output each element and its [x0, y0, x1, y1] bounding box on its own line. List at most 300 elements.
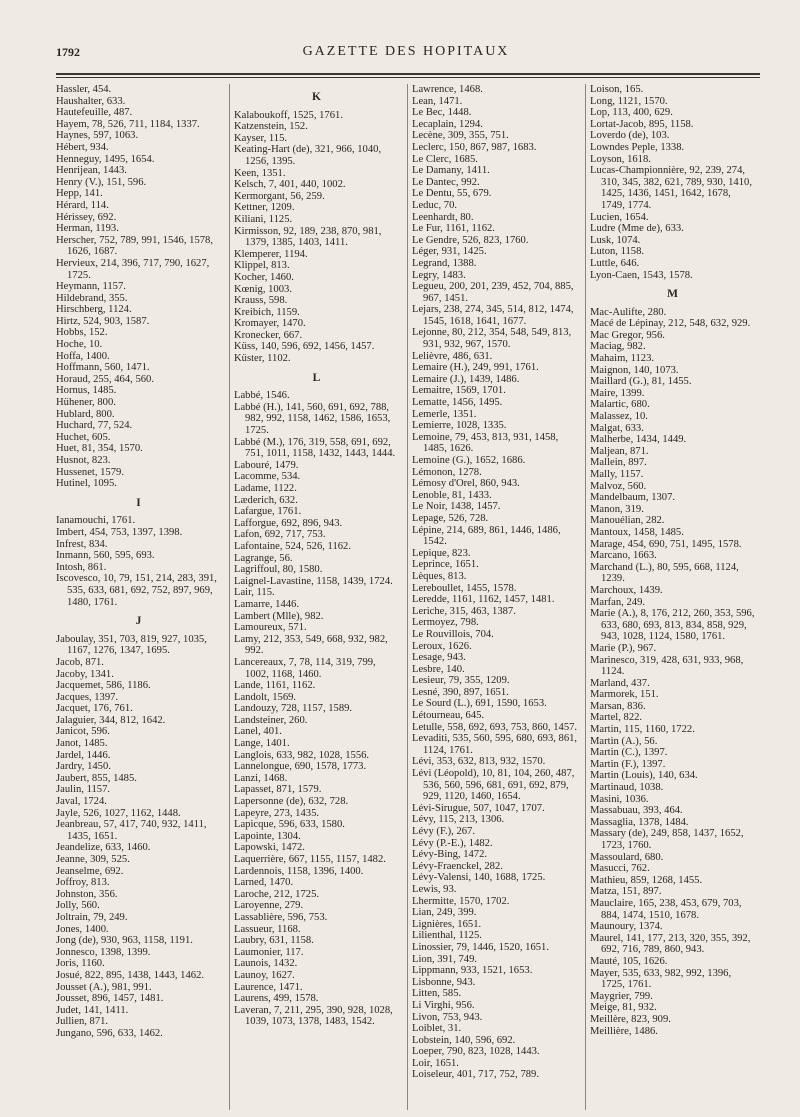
- index-entry: Loiblet, 31.: [412, 1023, 462, 1035]
- index-entry: Labbé (M.), 176, 319, 558, 691, 692, 751, 1011, 1158, 1432, 1443, 1444.: [234, 436, 396, 460]
- index-entry: Massabuau, 393, 464.: [590, 805, 683, 817]
- index-entry: Lépine, 214, 689, 861, 1446, 1486, 1542.: [412, 524, 561, 548]
- index-entry: Léger, 931, 1425.: [412, 246, 487, 258]
- index-entry: Lapowski, 1472.: [234, 842, 305, 854]
- index-entry: Lassablière, 596, 753.: [234, 911, 328, 923]
- index-entry: Lanel, 401.: [234, 726, 282, 738]
- index-entry: Lemaire (H.), 249, 991, 1761.: [412, 362, 539, 374]
- index-entry: Mauclaire, 165, 238, 453, 679, 703, 884, 1474, 1510, 1678.: [590, 897, 742, 921]
- index-entry: Jong (de), 930, 963, 1158, 1191.: [56, 935, 193, 947]
- index-entry: Lesieur, 79, 355, 1209.: [412, 675, 510, 687]
- index-entry: Marchoux, 1439.: [590, 584, 663, 596]
- index-entry: Infrest, 834.: [56, 538, 108, 550]
- section-letter: M: [667, 288, 679, 301]
- index-entry: Martin (C.), 1397.: [590, 747, 668, 759]
- index-entry: Le Dentu, 55, 679.: [412, 188, 492, 200]
- index-entry: Jalaguier, 344, 812, 1642.: [56, 714, 166, 726]
- index-entry: Leduc, 70.: [412, 199, 458, 211]
- index-entry: Hobbs, 152.: [56, 327, 108, 339]
- header-rule-thick: [56, 73, 760, 75]
- index-entry: Kettner, 1209.: [234, 202, 295, 214]
- page-number: 1792: [56, 45, 80, 59]
- index-entry: Lande, 1161, 1162.: [234, 680, 316, 692]
- index-entry: Litten, 585.: [412, 988, 462, 1000]
- index-entry: Hussenet, 1579.: [56, 466, 124, 478]
- index-entry: Lannelongue, 690, 1578, 1773.: [234, 761, 367, 773]
- index-entry: Lancereaux, 7, 78, 114, 319, 799, 1002, 1168, 1460.: [234, 656, 376, 680]
- index-entry: Huchard, 77, 524.: [56, 420, 133, 432]
- index-entry: Lamy, 212, 353, 549, 668, 932, 982, 992.: [234, 633, 388, 657]
- index-entry: Lion, 391, 749.: [412, 953, 478, 965]
- index-entry: Legrand, 1388.: [412, 257, 477, 269]
- index-column-1: [56, 84, 222, 1040]
- index-entry: Jacoby, 1341.: [56, 668, 114, 680]
- index-entry: Jaboulay, 351, 703, 819, 927, 1035, 1167, 1276, 1347, 1695.: [56, 633, 207, 657]
- index-entry: Lévi, 353, 632, 813, 932, 1570.: [412, 756, 546, 768]
- index-entry: Lèques, 813.: [412, 570, 467, 582]
- index-entry: Hühener, 800.: [56, 397, 116, 409]
- index-entry: Martin (A.), 56.: [590, 735, 658, 747]
- index-entry: Malherbe, 1434, 1449.: [590, 434, 687, 446]
- index-entry: Hérard, 114.: [56, 199, 109, 211]
- index-entry: Lesné, 390, 897, 1651.: [412, 686, 509, 698]
- index-entry: Jungano, 596, 633, 1462.: [56, 1027, 163, 1039]
- index-entry: Maygrier, 799.: [590, 990, 653, 1002]
- index-entry: Le Fur, 1161, 1162.: [412, 223, 495, 235]
- index-entry: Inmann, 560, 595, 693.: [56, 550, 155, 562]
- index-entry: Hassler, 454.: [56, 84, 112, 95]
- column-divider: [229, 84, 230, 1110]
- index-entry: Læderich, 632.: [234, 494, 298, 506]
- index-entry: Martinaud, 1038.: [590, 782, 664, 794]
- index-entry: Hildebrand, 355.: [56, 292, 128, 304]
- index-entry: Laurence, 1471.: [234, 981, 303, 993]
- index-entry: Labbé (H.), 141, 560, 691, 692, 788, 982, 992, 1158, 1462, 1586, 1653, 1725.: [234, 401, 391, 437]
- index-entry: Lilienthal, 1125.: [412, 930, 482, 942]
- index-entry: Herscher, 752, 789, 991, 1546, 1578, 1626, 1687.: [56, 234, 213, 258]
- index-entry: Loiseleur, 401, 717, 752, 789.: [412, 1069, 539, 1081]
- index-entry: Javal, 1724.: [56, 796, 107, 808]
- index-entry: Huet, 81, 354, 1570.: [56, 443, 143, 455]
- index-entry: Joltrain, 79, 249.: [56, 911, 128, 923]
- index-entry: Le Noir, 1438, 1457.: [412, 501, 501, 513]
- index-entry: Kœnig, 1003.: [234, 283, 292, 295]
- index-entry: Levaditi, 535, 560, 595, 680, 693, 861, 1124, 1761.: [412, 733, 578, 756]
- index-entry: Macé de Lépinay, 212, 548, 632, 929.: [590, 318, 751, 330]
- index-entry: Marmorek, 151.: [590, 689, 659, 701]
- index-entry: Loir, 1651.: [412, 1057, 459, 1069]
- index-entry: Mallein, 897.: [590, 457, 647, 469]
- index-entry: Lisbonne, 943.: [412, 976, 476, 988]
- index-entry: Jaulin, 1157.: [56, 784, 111, 796]
- index-entry: Landouzy, 728, 1157, 1589.: [234, 703, 353, 715]
- index-entry: Lemaire (J.), 1439, 1486.: [412, 373, 520, 385]
- index-entry: Meige, 81, 932.: [590, 1002, 657, 1014]
- index-entry: Lévy-Fraenckel, 282.: [412, 860, 503, 872]
- index-entry: Lafforgue, 692, 896, 943.: [234, 517, 343, 529]
- index-entry: Hoffmann, 560, 1471.: [56, 362, 150, 374]
- index-entry: Malartic, 680.: [590, 399, 650, 411]
- index-entry: Jardry, 1450.: [56, 761, 111, 773]
- index-entry: Lyon-Caen, 1543, 1578.: [590, 269, 693, 281]
- index-entry: Matza, 151, 897.: [590, 886, 662, 898]
- index-entry: Mathieu, 859, 1268, 1455.: [590, 874, 703, 886]
- page-header: [56, 42, 756, 64]
- index-entry: Lermoyez, 798.: [412, 617, 479, 629]
- index-entry: Malgat, 633.: [590, 422, 644, 434]
- index-entry: Loverdo (de), 103.: [590, 130, 670, 142]
- index-entry: Jousset, 896, 1457, 1481.: [56, 993, 164, 1005]
- index-entry: Jacquemet, 586, 1186.: [56, 680, 151, 692]
- index-entry: Maciag, 982.: [590, 341, 646, 353]
- index-entry: Hoffa, 1400.: [56, 350, 110, 362]
- index-entry: Lévi-Sirugue, 507, 1047, 1707.: [412, 802, 545, 814]
- index-entry: Krauss, 598.: [234, 295, 288, 307]
- index-entry: Lemierre, 1028, 1335.: [412, 420, 507, 432]
- index-entry: Lémosy d'Orel, 860, 943.: [412, 478, 520, 490]
- index-entry: Landsteiner, 260.: [234, 714, 308, 726]
- index-entry: Hornus, 1485.: [56, 385, 117, 397]
- index-entry: Laignel-Lavastine, 1158, 1439, 1724.: [234, 575, 393, 587]
- index-entry: Lamoureux, 571.: [234, 622, 307, 634]
- index-entry: Mac-Aulifte, 280.: [590, 306, 667, 318]
- index-entry: Lafon, 692, 717, 753.: [234, 529, 326, 541]
- header-rule-thin: [56, 77, 760, 78]
- index-entry: Horaud, 255, 464, 560.: [56, 373, 154, 385]
- index-entry: Legry, 1483.: [412, 269, 466, 281]
- section-letter: L: [312, 371, 322, 384]
- index-entry: Laumonier, 117.: [234, 946, 304, 958]
- index-entry: Kocher, 1460.: [234, 271, 294, 283]
- index-entry: Lamarre, 1446.: [234, 598, 300, 610]
- index-entry: Lignières, 1651.: [412, 918, 482, 930]
- index-entry: Lange, 1401.: [234, 738, 290, 750]
- index-entry: Maignon, 140, 1073.: [590, 364, 679, 376]
- index-entry: Lapersonne (de), 632, 728.: [234, 796, 349, 808]
- index-entry: Jeandelize, 633, 1460.: [56, 842, 151, 854]
- index-entry: Haynes, 597, 1063.: [56, 130, 139, 142]
- index-entry: Leprince, 1651.: [412, 559, 479, 571]
- index-entry: Haushalter, 633.: [56, 95, 126, 107]
- index-entry: Launois, 1432.: [234, 958, 298, 970]
- index-entry: Mandelbaum, 1307.: [590, 492, 676, 504]
- index-entry: Keating-Hart (de), 321, 966, 1040, 1256, 1395.: [234, 144, 382, 167]
- index-entry: Lafontaine, 524, 526, 1162.: [234, 540, 351, 552]
- index-entry: Lémonon, 1278.: [412, 466, 482, 478]
- index-entry: Massaglia, 1378, 1484.: [590, 816, 689, 828]
- index-entry: Lippmann, 933, 1521, 1653.: [412, 965, 533, 977]
- index-entry: Husnot, 823.: [56, 455, 111, 466]
- index-entry: Imbert, 454, 753, 1397, 1398.: [56, 526, 183, 538]
- index-column-3: [412, 84, 578, 1081]
- index-entry: Lemoine (G.), 1652, 1686.: [412, 455, 526, 466]
- index-entry: Le Rouvillois, 704.: [412, 628, 494, 640]
- index-entry: Lagrange, 56.: [234, 552, 293, 564]
- index-entry: Hayem, 78, 526, 711, 1184, 1337.: [56, 118, 200, 130]
- index-entry: Lévy (P.-E.), 1482.: [412, 837, 493, 849]
- index-entry: Le Damany, 1411.: [412, 165, 490, 177]
- index-entry: Marfan, 249.: [590, 596, 646, 608]
- index-entry: Leenhardt, 80.: [412, 211, 474, 223]
- index-entry: Jardel, 1446.: [56, 749, 111, 761]
- index-entry: Küss, 140, 596, 692, 1456, 1457.: [234, 341, 375, 353]
- index-entry: Ladame, 1122.: [234, 483, 297, 494]
- index-entry: Jones, 1400.: [56, 923, 109, 935]
- index-entry: Kronecker, 667.: [234, 329, 303, 341]
- index-entry: Launoy, 1627.: [234, 969, 295, 981]
- index-entry: Lemaitre, 1569, 1701.: [412, 385, 506, 397]
- index-entry: Lapicque, 596, 633, 1580.: [234, 819, 345, 831]
- index-entry: Kelsch, 7, 401, 440, 1002.: [234, 179, 346, 191]
- index-entry: Lejonne, 80, 212, 354, 548, 549, 813, 931, 932, 967, 1570.: [412, 327, 572, 351]
- index-entry: Hutinel, 1095.: [56, 478, 117, 490]
- index-entry: Lemerle, 1351.: [412, 408, 477, 420]
- index-entry: Kermorgant, 56, 259.: [234, 190, 325, 202]
- index-entry: Lacomme, 534.: [234, 471, 301, 483]
- index-entry: Henrijean, 1443.: [56, 165, 127, 177]
- index-entry: Kayser, 115.: [234, 132, 288, 144]
- index-entry: Maunoury, 1374.: [590, 921, 663, 933]
- index-entry: Lenoble, 81, 1433.: [412, 489, 492, 501]
- index-entry: Marie (A.), 8, 176, 212, 260, 353, 596, 633, 680, 693, 813, 834, 858, 929, 943, 1028, 1124, 1580, 1761.: [590, 608, 755, 643]
- index-entry: Martin, 115, 1160, 1722.: [590, 724, 695, 736]
- index-entry: Lortat-Jacob, 895, 1158.: [590, 118, 694, 130]
- index-entry: Hautefeuille, 487.: [56, 107, 133, 119]
- index-entry: Loeper, 790, 823, 1028, 1443.: [412, 1046, 540, 1058]
- index-entry: Lambert (Mlle), 982.: [234, 610, 324, 622]
- index-entry: Hébert, 934.: [56, 141, 109, 153]
- index-entry: Lévy, 115, 213, 1306.: [412, 814, 505, 826]
- index-entry: Hervieux, 214, 396, 717, 790, 1627, 1725.: [56, 257, 210, 281]
- index-entry: Letulle, 558, 692, 693, 753, 860, 1457.: [412, 721, 578, 733]
- column-divider: [407, 84, 408, 1110]
- index-entry: Laveran, 7, 211, 295, 390, 928, 1028, 1039, 1073, 1378, 1483, 1542.: [234, 1004, 393, 1028]
- index-entry: Lévi (Léopold), 10, 81, 104, 260, 487, 536, 560, 596, 681, 691, 692, 879, 929, 1120, 1460, 1654.: [412, 768, 575, 803]
- index-entry: Joffroy, 813.: [56, 877, 110, 889]
- index-entry: Lawrence, 1468.: [412, 84, 483, 95]
- index-entry: Jeanbreau, 57, 417, 740, 932, 1411, 1435, 1651.: [56, 819, 207, 842]
- index-entry: Henry (V.), 151, 596.: [56, 176, 147, 188]
- index-entry: Legueu, 200, 201, 239, 452, 704, 885, 967, 1451.: [412, 281, 574, 304]
- index-entry: Herman, 1193.: [56, 223, 119, 235]
- index-entry: Marchand (L.), 80, 595, 668, 1124, 1239.: [590, 561, 739, 585]
- index-entry: Lereboullet, 1455, 1578.: [412, 582, 517, 594]
- index-entry: Le Gendre, 526, 823, 1760.: [412, 234, 529, 246]
- index-entry: Jeanselme, 692.: [56, 865, 124, 877]
- index-entry: Lematte, 1456, 1495.: [412, 397, 503, 409]
- index-entry: Marsan, 836.: [590, 700, 646, 712]
- index-entry: Leroux, 1626.: [412, 640, 472, 652]
- index-entry: Mahaim, 1123.: [590, 353, 655, 365]
- index-entry: Martin (F.), 1397.: [590, 758, 666, 770]
- index-entry: Jolly, 560.: [56, 900, 100, 912]
- index-entry: Kirmisson, 92, 189, 238, 870, 981, 1379, 1385, 1403, 1411.: [234, 225, 382, 249]
- index-entry: Livon, 753, 943.: [412, 1011, 483, 1023]
- index-entry: Hoche, 10.: [56, 339, 103, 351]
- index-entry: Jullien, 871.: [56, 1016, 109, 1028]
- index-entry: Maire, 1399.: [590, 387, 645, 399]
- index-entry: Laroyenne, 279.: [234, 900, 304, 912]
- index-entry: Kromayer, 1470.: [234, 318, 306, 330]
- index-entry: Laroche, 212, 1725.: [234, 888, 320, 900]
- index-entry: Manon, 319.: [590, 503, 644, 515]
- index-entry: Marinesco, 319, 428, 631, 933, 968, 1124.: [590, 654, 744, 678]
- index-entry: Heymann, 1157.: [56, 281, 126, 293]
- index-entry: Malvoz, 560.: [590, 480, 647, 492]
- index-entry: Lévy (F.), 267.: [412, 826, 475, 837]
- index-entry: Lusk, 1074.: [590, 234, 641, 246]
- index-entry: Lewis, 93.: [412, 883, 457, 895]
- index-entry: Hepp, 141.: [56, 188, 103, 200]
- index-entry: Janot, 1485.: [56, 738, 108, 750]
- index-entry: Küster, 1102.: [234, 353, 291, 365]
- index-entry: Malassez, 10.: [590, 411, 648, 423]
- index-entry: Leredde, 1161, 1162, 1457, 1481.: [412, 594, 555, 606]
- column-divider: [585, 84, 586, 1110]
- index-entry: Mantoux, 1458, 1485.: [590, 526, 684, 538]
- index-entry: Lelièvre, 486, 631.: [412, 350, 493, 362]
- index-entry: Lesbre, 140.: [412, 663, 465, 675]
- index-entry: Laubry, 631, 1158.: [234, 935, 314, 947]
- index-entry: Lévy-Bing, 1472.: [412, 849, 488, 861]
- index-entry: Labouré, 1479.: [234, 459, 299, 471]
- index-entry: Lop, 113, 400, 629.: [590, 107, 673, 119]
- index-entry: Jacquet, 176, 761.: [56, 703, 133, 715]
- index-entry: Massoulard, 680.: [590, 851, 664, 863]
- index-entry: Huchet, 605.: [56, 431, 111, 443]
- index-entry: Ianamouchi, 1761.: [56, 515, 136, 527]
- index-entry: Lepage, 526, 728.: [412, 512, 489, 524]
- index-entry: Henneguy, 1495, 1654.: [56, 153, 155, 165]
- index-entry: Marage, 454, 690, 751, 1495, 1578.: [590, 538, 742, 550]
- index-entry: Jayle, 526, 1027, 1162, 1448.: [56, 807, 181, 819]
- index-entry: Maurel, 141, 177, 213, 320, 355, 392, 692, 716, 789, 860, 943.: [590, 932, 751, 956]
- index-entry: Keen, 1351.: [234, 167, 286, 179]
- index-entry: Martel, 822.: [590, 712, 643, 724]
- index-entry: Lean, 1471.: [412, 95, 463, 107]
- index-entry: Hublard, 800.: [56, 408, 115, 420]
- index-entry: Maillard (G.), 81, 1455.: [590, 376, 692, 388]
- index-entry: Lowndes Peple, 1338.: [590, 141, 685, 153]
- index-entry: Lecaplain, 1294.: [412, 118, 483, 130]
- index-entry: Lobstein, 140, 596, 692.: [412, 1034, 516, 1046]
- index-entry: Lucien, 1654.: [590, 211, 649, 223]
- index-entry: Marland, 437.: [590, 677, 650, 689]
- index-entry: Lepique, 823.: [412, 547, 471, 559]
- index-entry: Klippel, 813.: [234, 260, 290, 272]
- index-entry: Loison, 165.: [590, 84, 644, 95]
- index-entry: Lanzi, 1468.: [234, 772, 288, 784]
- index-entry: Laquerrière, 667, 1155, 1157, 1482.: [234, 854, 386, 865]
- index-entry: Jacques, 1397.: [56, 691, 119, 703]
- index-entry: Mac Gregor, 956.: [590, 329, 665, 341]
- index-entry: Manouélian, 282.: [590, 515, 665, 527]
- index-entry: Lecène, 309, 355, 751.: [412, 130, 509, 142]
- index-entry: Martin (Louis), 140, 634.: [590, 770, 698, 782]
- index-entry: Jaubert, 855, 1485.: [56, 772, 137, 784]
- index-entry: Lapasset, 871, 1579.: [234, 784, 322, 796]
- index-entry: Lagriffoul, 80, 1580.: [234, 564, 323, 576]
- index-entry: Janicot, 596.: [56, 726, 110, 738]
- index-entry: Hérissey, 692.: [56, 211, 117, 223]
- index-entry: Leriche, 315, 463, 1387.: [412, 605, 516, 617]
- index-entry: Lafargue, 1761.: [234, 506, 302, 518]
- index-entry: Lhermitte, 1570, 1702.: [412, 895, 510, 907]
- index-entry: Lesage, 943.: [412, 652, 466, 664]
- index-entry: Judet, 141, 1411.: [56, 1004, 129, 1016]
- index-entry: Maljean, 871.: [590, 445, 649, 457]
- index-entry: Loyson, 1618.: [590, 153, 651, 165]
- index-entry: Linossier, 79, 1446, 1520, 1651.: [412, 941, 549, 953]
- index-entry: Lemoine, 79, 453, 813, 931, 1458, 1485, 1626.: [412, 431, 559, 455]
- index-entry: Li Virghi, 956.: [412, 999, 475, 1011]
- index-entry: Katzenstein, 152.: [234, 121, 308, 133]
- index-entry: Marcano, 1663.: [590, 550, 657, 562]
- index-entry: Labbé, 1546.: [234, 390, 290, 402]
- index-entry: Masucci, 762.: [590, 863, 650, 875]
- index-entry: Langlois, 633, 982, 1028, 1556.: [234, 749, 370, 761]
- index-entry: Leclerc, 150, 867, 987, 1683.: [412, 141, 537, 153]
- index-entry: Lapeyre, 273, 1435.: [234, 807, 320, 819]
- index-entry: Kreibich, 1159.: [234, 306, 300, 318]
- index-entry: Intosh, 861.: [56, 561, 107, 573]
- index-entry: Joris, 1160.: [56, 958, 105, 970]
- section-letter: K: [312, 91, 322, 103]
- index-entry: Lardennois, 1158, 1396, 1400.: [234, 865, 364, 877]
- index-entry: Kalaboukoff, 1525, 1761.: [234, 109, 343, 121]
- index-entry: Long, 1121, 1570.: [590, 95, 668, 107]
- index-entry: Larned, 1470.: [234, 877, 294, 889]
- index-entry: Marie (P.), 967.: [590, 642, 657, 654]
- section-letter: I: [136, 496, 142, 509]
- index-entry: Le Dantec, 992.: [412, 176, 480, 188]
- index-entry: Lejars, 238, 274, 345, 514, 812, 1474, 1545, 1618, 1641, 1677.: [412, 304, 574, 327]
- index-entry: Lucas-Championnière, 92, 239, 274, 310, 345, 382, 621, 789, 930, 1410, 1425, 1436, 1451, 1642, 1678, 1749, 1774.: [590, 165, 752, 211]
- index-entry: Josué, 822, 895, 1438, 1443, 1462.: [56, 969, 205, 981]
- index-entry: Luton, 1158.: [590, 246, 645, 258]
- index-entry: Meillière, 1486.: [590, 1025, 658, 1037]
- index-entry: Mally, 1157.: [590, 469, 644, 480]
- index-column-4: [590, 84, 756, 1037]
- index-entry: Massary (de), 249, 858, 1437, 1652, 1723, 1760.: [590, 828, 744, 851]
- running-title: GAZETTE DES HOPITAUX: [302, 44, 510, 59]
- index-entry: Mauté, 105, 1626.: [590, 955, 668, 967]
- index-entry: Ludre (Mme de), 633.: [590, 223, 684, 235]
- index-entry: Lassueur, 1168.: [234, 923, 301, 935]
- index-entry: Laurens, 499, 1578.: [234, 993, 319, 1005]
- index-entry: Hirschberg, 1124.: [56, 304, 132, 316]
- index-entry: Jonnesco, 1398, 1399.: [56, 946, 151, 958]
- index-entry: Létourneau, 645.: [412, 710, 485, 722]
- index-entry: Meillère, 823, 909.: [590, 1013, 671, 1025]
- index-entry: Jeanne, 309, 525.: [56, 854, 130, 865]
- index-entry: Hirtz, 524, 903, 1587.: [56, 315, 150, 327]
- index-entry: Masini, 1036.: [590, 793, 649, 805]
- index-entry: Luttle, 646.: [590, 257, 640, 269]
- index-entry: Klemperer, 1194.: [234, 248, 308, 260]
- index-entry: Le Clerc, 1685.: [412, 153, 478, 165]
- index-entry: Johnston, 356.: [56, 888, 118, 900]
- section-letter: J: [135, 615, 143, 628]
- index-entry: Mayer, 535, 633, 982, 992, 1396, 1725, 1761.: [590, 967, 732, 991]
- index-entry: Le Sourd (L.), 691, 1590, 1653.: [412, 698, 547, 710]
- index-entry: Jacob, 871.: [56, 656, 104, 668]
- index-entry: Jousset (A.), 981, 991.: [56, 981, 152, 993]
- index-entry: Iscovesco, 10, 79, 151, 214, 283, 391, 535, 633, 681, 692, 752, 897, 969, 1480, 1761.: [56, 573, 217, 608]
- index-entry: Le Bec, 1448.: [412, 107, 472, 119]
- index-entry: Landolt, 1569.: [234, 691, 297, 703]
- index-entry: Kiliani, 1125.: [234, 213, 293, 225]
